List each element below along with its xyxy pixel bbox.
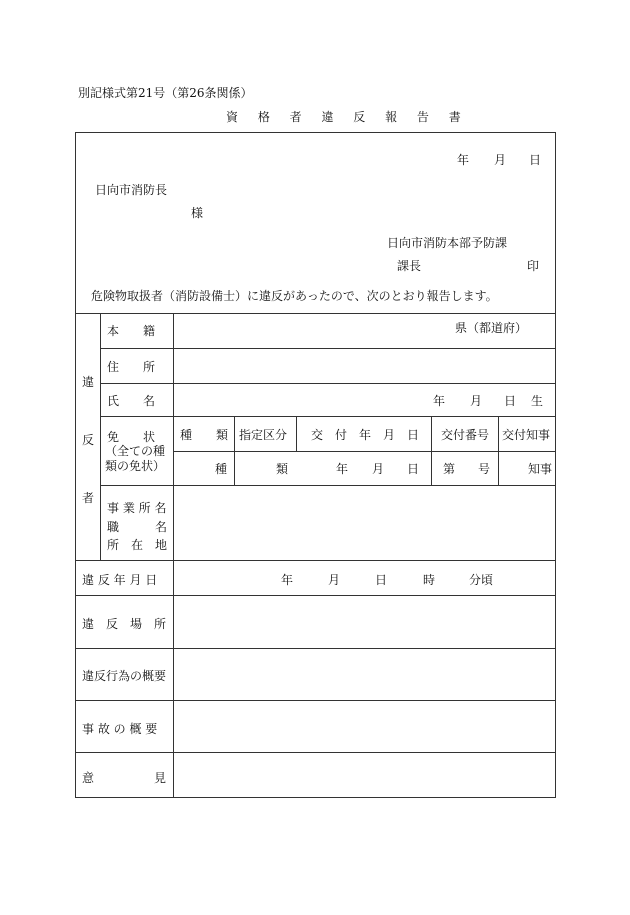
workplace-location-label: 所 在 地 [107,538,168,552]
license-label-note-1: （全ての種 [105,444,166,458]
prefecture-label: 県（都道府） [455,321,528,335]
sender-title: 課長 [397,259,422,273]
honseki-label: 本 籍 [107,324,156,338]
violation-summary-label: 違反行為の概要 [82,669,167,683]
birth-year: 年 [433,394,446,408]
col-issue-date-header: 交 付 年 月 日 [311,428,420,442]
col-class-header: 指定区分 [239,428,288,442]
val-issue-day: 日 [407,462,420,476]
col-issuer-header: 交付知事 [502,428,551,442]
violation-day: 日 [375,573,388,587]
form-number: 別記様式第21号（第26条関係） [78,86,253,100]
birth-suffix: 生 [531,394,544,408]
val-type-1: 種 [215,462,228,476]
date-month: 月 [494,153,507,167]
birth-month: 月 [470,394,483,408]
rule-license-col-1 [234,416,235,485]
date-day: 日 [529,153,542,167]
name-field[interactable] [174,384,414,415]
honorific: 様 [191,206,204,220]
violation-place-field[interactable] [174,596,554,647]
workplace-position-label: 職 名 [107,520,168,534]
violation-date-label: 違 反 年 月 日 [82,573,158,587]
report-form-frame [75,132,556,798]
violation-year: 年 [281,573,294,587]
col-issue-no-header: 交付番号 [441,428,490,442]
accident-summary-field[interactable] [174,701,554,751]
name-label: 氏 名 [107,394,156,408]
report-statement: 危険物取扱者（消防設備士）に違反があったので、次のとおり報告します。 [91,289,498,303]
seal-mark: 印 [527,259,540,273]
birth-day: 日 [504,394,517,408]
rule-name-bottom [100,416,555,417]
opinion-field[interactable] [174,753,554,796]
license-label: 免 状 [107,430,156,444]
violator-label-char-1: 違 [82,375,95,389]
col-type-header: 種 類 [180,428,229,442]
violation-place-label: 違 反 場 所 [82,617,167,631]
rule-top-section [76,313,555,314]
val-type-2: 類 [276,462,289,476]
val-issue-no-suffix: 号 [478,462,491,476]
addressee: 日向市消防長 [95,183,168,197]
rule-violator-bottom [76,560,555,561]
address-label: 住 所 [107,360,156,374]
document-title: 資 格 者 違 反 報 告 書 [226,110,469,124]
violation-minute: 分頃 [469,573,494,587]
date-year: 年 [457,153,470,167]
license-label-note-2: 類の免状） [105,459,166,473]
val-issue-month: 月 [372,462,385,476]
rule-license-col-4 [498,416,499,485]
address-field[interactable] [174,349,554,382]
rule-license-col-3 [431,416,432,485]
violator-label-char-2: 反 [82,433,95,447]
accident-summary-label: 事 故 の 概 要 [82,722,158,736]
violation-month: 月 [328,573,341,587]
sender-dept: 日向市消防本部予防課 [387,236,508,250]
workplace-name-label: 事 業 所 名 [107,501,167,515]
val-issuer: 知事 [528,462,553,476]
workplace-field[interactable] [174,486,554,559]
rule-violator-label-col [100,313,101,560]
val-issue-no-prefix: 第 [443,462,456,476]
val-issue-year: 年 [336,462,349,476]
violator-label-char-3: 者 [82,491,95,505]
violation-hour: 時 [423,573,436,587]
opinion-label: 意 見 [82,771,167,785]
rule-license-col-2 [296,416,297,451]
violation-summary-field[interactable] [174,649,554,699]
